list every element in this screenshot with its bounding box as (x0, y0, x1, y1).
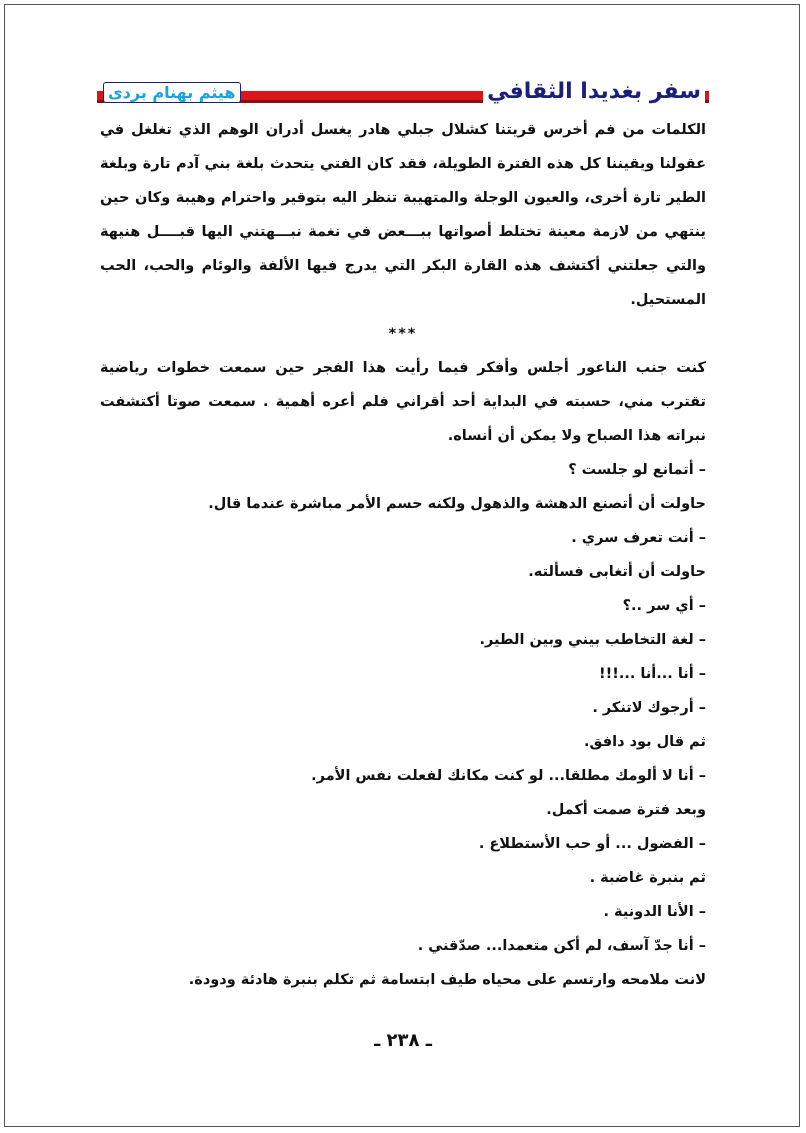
header-author: هيثم بهنام بردى (103, 82, 241, 103)
dialogue-line: – أنت تعرف سري . (571, 530, 706, 546)
narration-line: وبعد فترة صمت أكمل. (546, 802, 706, 818)
dialogue-line: – الفضول ... أو حب الأستطلاع . (478, 836, 706, 852)
header-book-title: سفر بغديدا الثقافي (483, 79, 705, 104)
page-body (100, 113, 706, 997)
narration-line: ثم بنبرة غاضبة . (589, 870, 706, 886)
paragraph-2: كنت جنب الناعور أجلس وأفكر فيما رأيت هذا الفجر حين سمعت خطوات رياضية تقترب مني، حسبته في البداية أحد أقراني فلم أعره أهمية . سمعت صوتا أكتشفت نبراته هذا الصباح ولا يمكن أن أنساه. (100, 360, 706, 444)
narration-line: لانت ملامحه وارتسم على محياه طيف ابتسامة ثم تكلم بنبرة هادئة ودودة. (188, 972, 706, 988)
dialogue-line: – أنا ...أنا ...!!! (598, 666, 706, 682)
page-number: ـ ٢٣٨ ـ (374, 1030, 432, 1051)
paragraph-1: الكلمات من فم أخرس قريتنا كشلال جبلي هادر يغسل أدران الوهم الذي تغلغل في عقولنا ويقيننا كل هذه الفترة الطويلة، فقد كان الفتي يتحدث بلغة بني آدم تارة وبلغة الطير تارة أخرى، والعيون الوجلة والمتهيبة تنظر اليه بتوقير واحترام وهيبة وكان حين ينتهي من لازمة معينة تختلط أصواتها ببـــعض في نغمة نبـــهتني اليها قبــــل هنيهة والتي جعلتني أكتشف هذه القارة البكر التي يدرج فيها الألفة والوئام والحب، الحب المستحيل. (100, 122, 706, 308)
dialogue-line: – الأنا الدونية . (603, 904, 706, 920)
dialogue-line: – أي سر ..؟ (622, 598, 706, 614)
dialogue-line: – أتمانع لو جلست ؟ (568, 462, 706, 478)
dialogue-line: – أنا جدّ آسف، لم أكن متعمدا... صدّقني . (417, 938, 706, 954)
running-header (97, 79, 709, 113)
dialogue-line: – أرجوك لاتنكر . (592, 700, 706, 716)
narration-line: حاولت أن أتصنع الدهشة والذهول ولكنه حسم الأمر مباشرة عندما قال. (208, 496, 706, 512)
dialogue-line: – أنا لا ألومك مطلقا... لو كنت مكانك لفعلت نفس الأمر. (311, 768, 706, 784)
narration-line: حاولت أن أتغابى فسألته. (528, 564, 706, 580)
section-separator: *** (388, 326, 418, 342)
dialogue-line: – لغة التخاطب بيني وبين الطير. (479, 632, 706, 648)
narration-line: ثم قال بود دافق. (584, 734, 706, 750)
